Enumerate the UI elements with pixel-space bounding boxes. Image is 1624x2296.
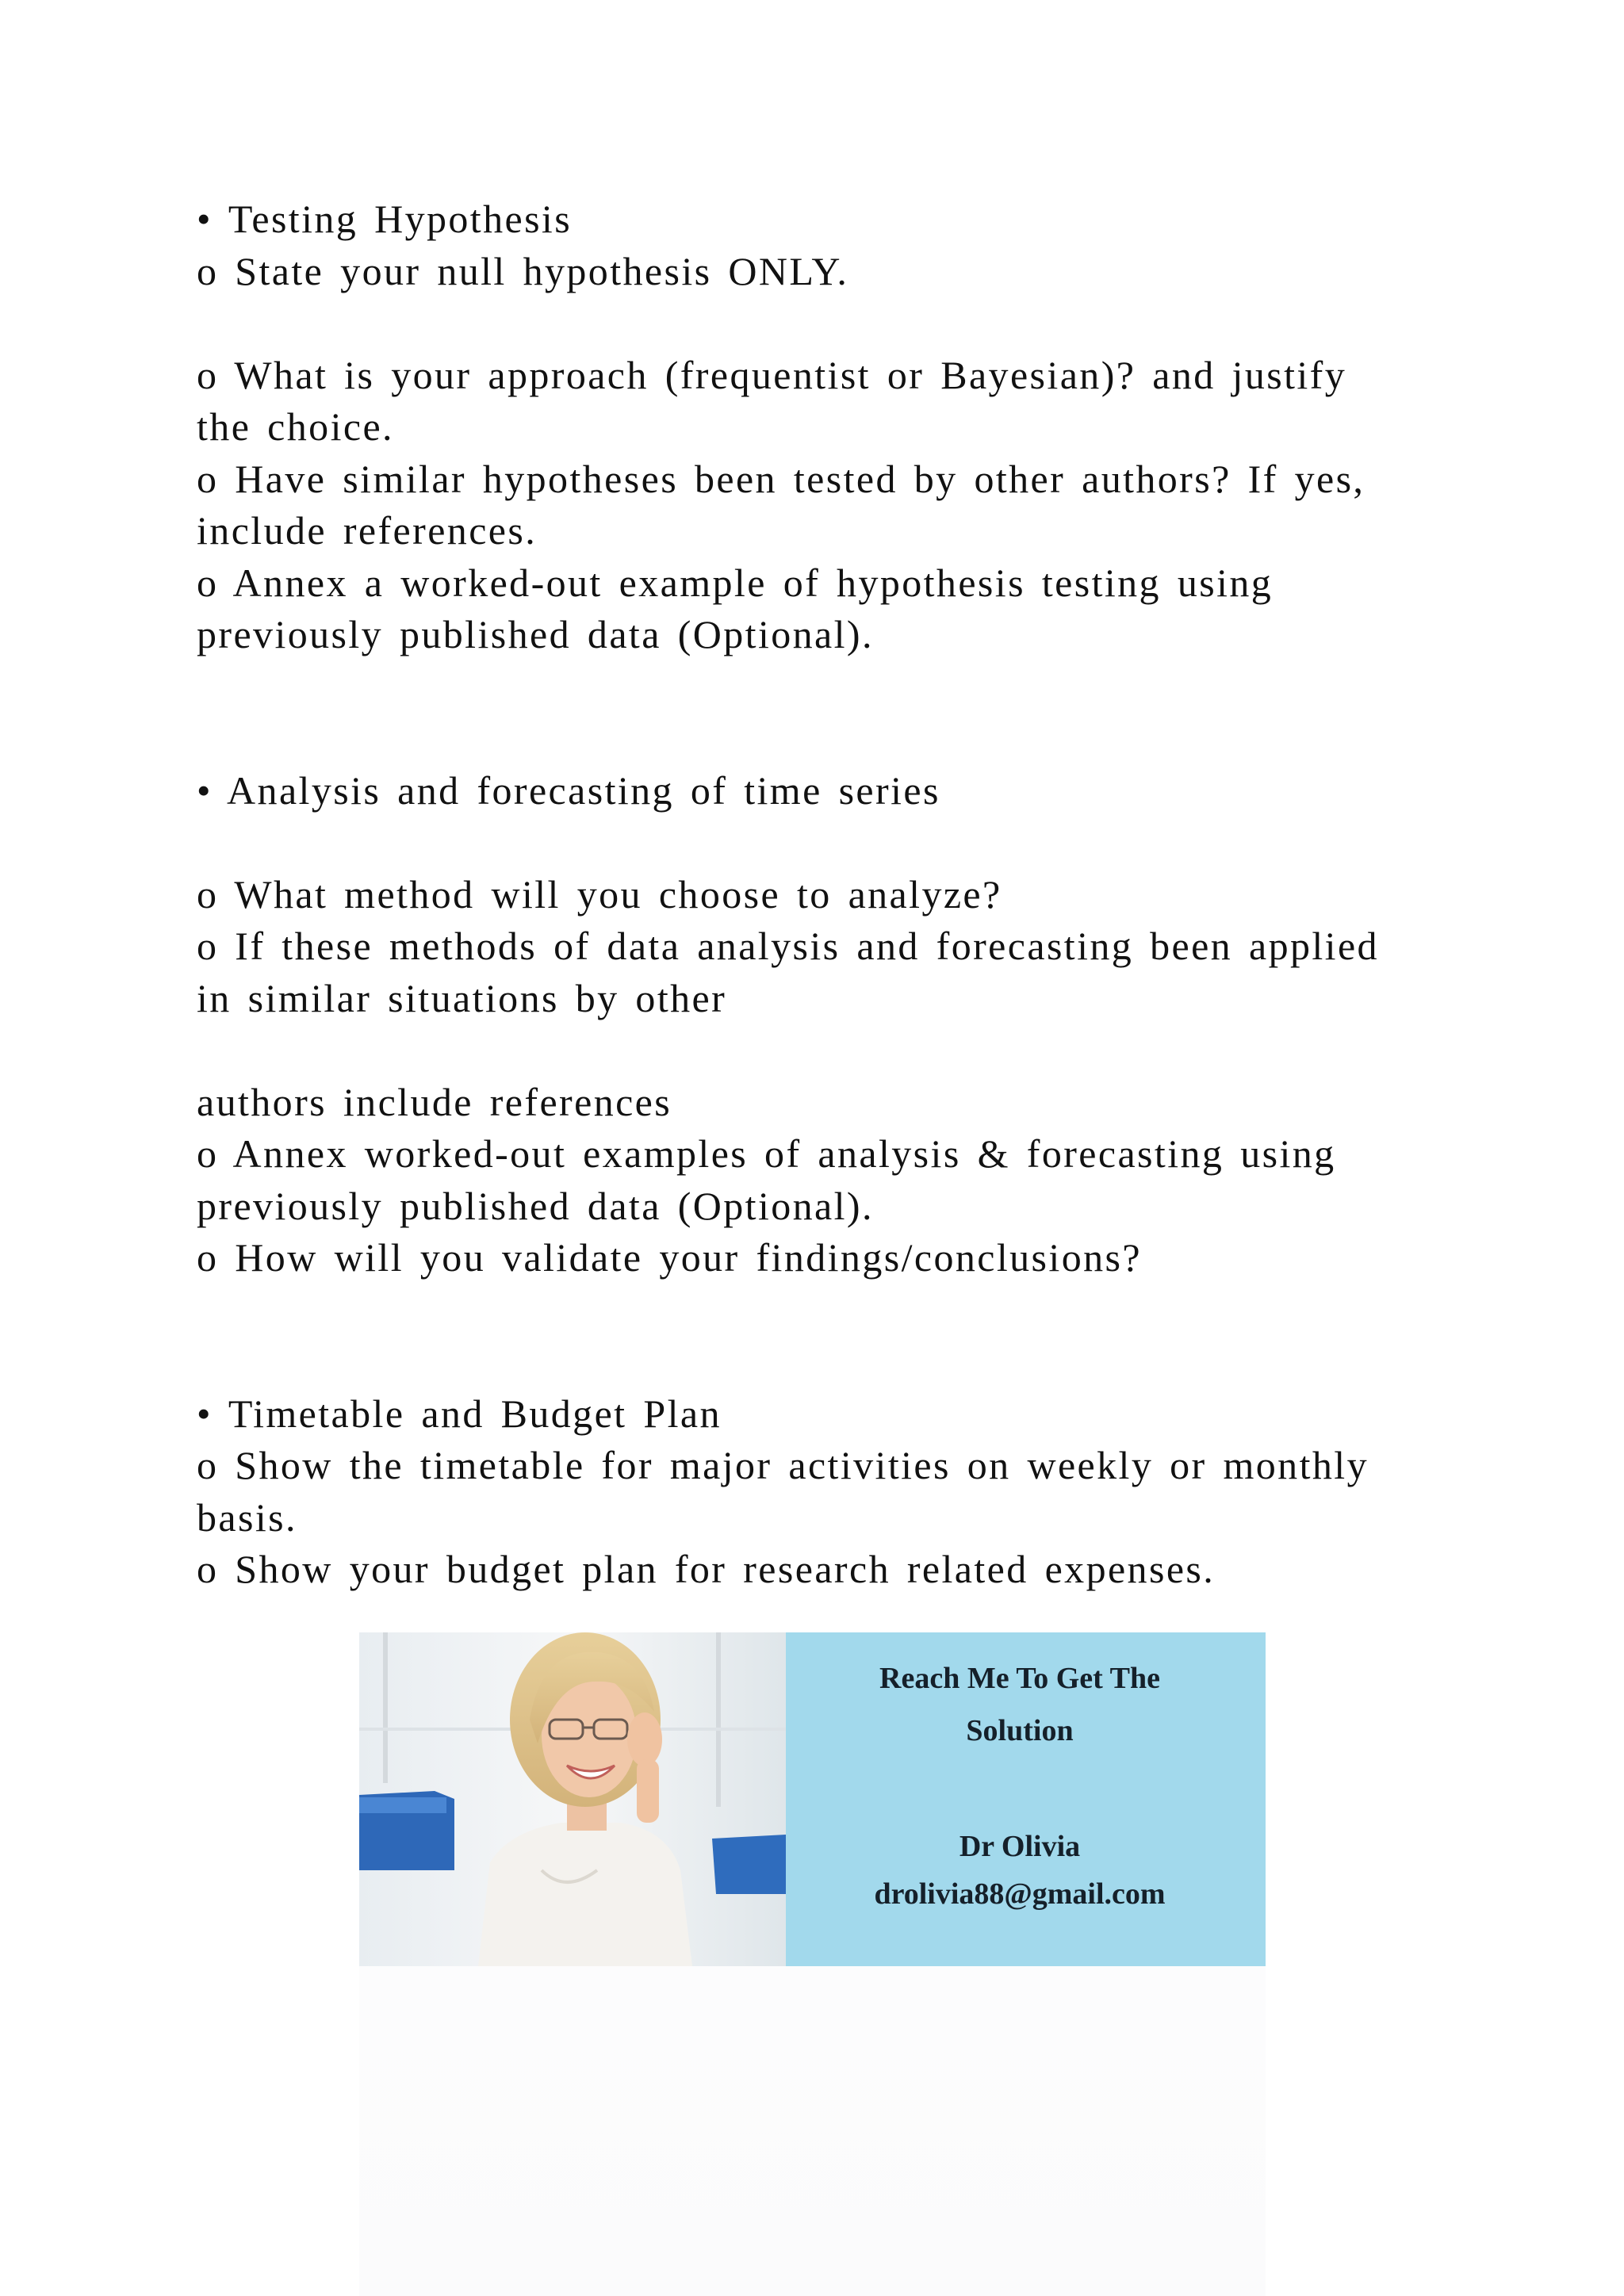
- bullet-annex-examples-cont: previously published data (Optional).: [197, 1183, 874, 1228]
- heading-timetable-budget: • Timetable and Budget Plan: [197, 1391, 722, 1436]
- heading-testing-hypothesis: • Testing Hypothesis: [197, 197, 573, 241]
- bullet-budget: o Show your budget plan for research related expenses.: [197, 1547, 1216, 1591]
- banner-headline-line1: Reach Me To Get The: [879, 1662, 1160, 1695]
- bullet-timetable: o Show the timetable for major activities on weekly or monthly: [197, 1443, 1369, 1487]
- contact-panel: [786, 1632, 1266, 1966]
- banner-name: Dr Olivia: [959, 1830, 1081, 1863]
- contact-banner: [359, 1632, 1266, 1966]
- bullet-timetable-cont: basis.: [197, 1494, 297, 1540]
- bullet-approach-cont: the choice.: [197, 404, 394, 449]
- bullet-similar-hypotheses: o Have similar hypotheses been tested by other authors? If yes,: [197, 456, 1365, 501]
- blank-lines: [197, 1284, 1434, 1388]
- blank-line: [197, 817, 1434, 869]
- banner-headline-line2: Solution: [966, 1714, 1074, 1747]
- bullet-method: o What method will you choose to analyze?: [197, 871, 1002, 916]
- bullet-annex-example-cont: previously published data (Optional).: [197, 612, 874, 656]
- bullet-annex-examples: o Annex worked-out examples of analysis & forecasting using: [197, 1131, 1336, 1176]
- blank-line: [197, 1024, 1434, 1077]
- blank-line: [197, 297, 1434, 350]
- bullet-annex-example: o Annex a worked-out example of hypothesis testing using: [197, 560, 1274, 605]
- banner-shadow-area: [359, 1966, 1266, 2296]
- heading-time-series: • Analysis and forecasting of time series: [197, 767, 940, 813]
- bullet-methods-applied: o If these methods of data analysis and forecasting been applied: [197, 924, 1379, 968]
- woman-photo: [359, 1632, 786, 1966]
- blank-lines: [197, 661, 1434, 765]
- bullet-null-hypothesis: o State your null hypothesis ONLY.: [197, 248, 849, 293]
- banner-email: drolivia88@gmail.com: [874, 1877, 1166, 1911]
- bullet-validate: o How will you validate your findings/conclusions?: [197, 1235, 1142, 1280]
- document-body: [197, 193, 1434, 1596]
- bullet-approach: o What is your approach (frequentist or Bayesian)? and justify: [197, 352, 1347, 397]
- authors-references-line: authors include references: [197, 1079, 672, 1124]
- bullet-methods-applied-cont: in similar situations by other: [197, 975, 727, 1020]
- bullet-similar-hypotheses-cont: include references.: [197, 508, 538, 553]
